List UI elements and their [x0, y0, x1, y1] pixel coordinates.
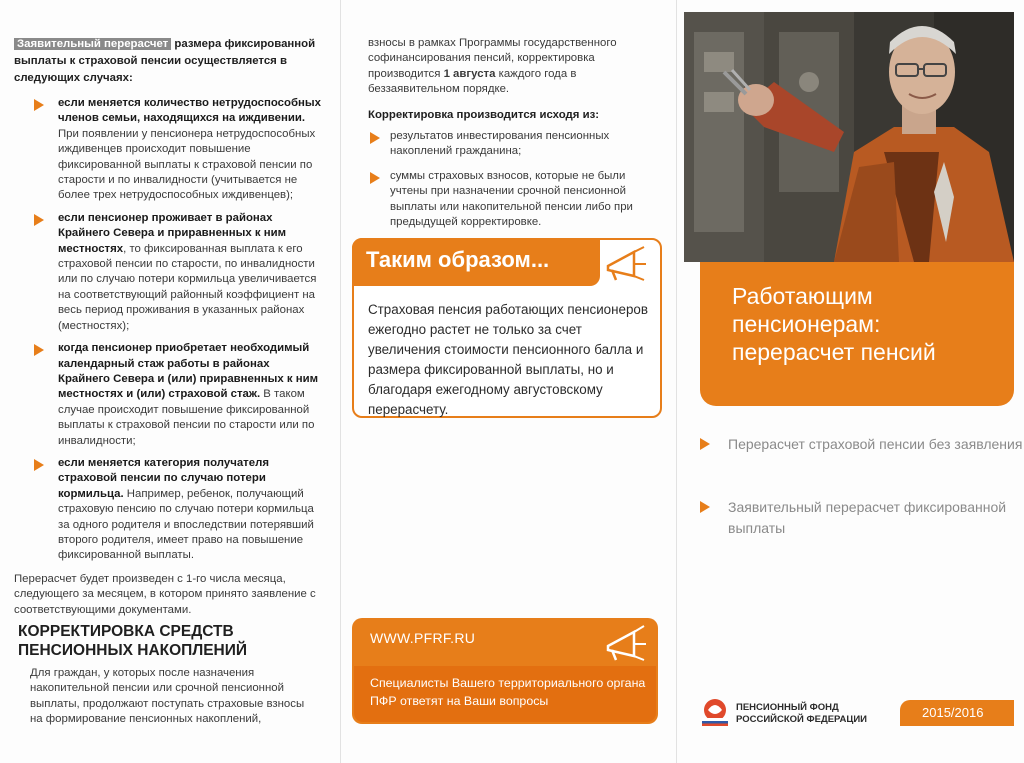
list-item-text: , то фиксированная выплата к его страховой пенсии по старости, по инвалидности или по случаю потери кормильца увеличивается на соответствующий районный коэффициент на весь период проживания в указанных районах (местностях);: [58, 242, 317, 332]
year-badge: [900, 700, 1014, 726]
list-item: [14, 96, 322, 204]
arrow-bullet-icon: [700, 438, 710, 450]
intro-text: размера фиксированной выплаты к страховой пенсии осуществляется в следующих случаях:: [14, 38, 316, 84]
section-text: Для граждан, у которых после назначения накопительной пенсии или срочной пенсионной выплаты, продолжают поступать страховые взносы на формирование пенсионных накоплений,: [30, 667, 305, 726]
section-heading: КОРРЕКТИРОВКА СРЕДСТВ ПЕНСИОННЫХ НАКОПЛЕНИЙ: [18, 623, 248, 659]
topic-item: [700, 497, 1024, 539]
brochure-title: Работающим пенсионерам: перерасчет пенсий: [732, 283, 936, 365]
topic-text: Перерасчет страховой пенсии без заявления: [728, 436, 1023, 452]
column-middle: [368, 36, 662, 239]
intro-highlight: Заявительный перерасчет: [14, 38, 171, 50]
intro-paragraph: [14, 36, 322, 87]
list-item-bold: когда пенсионер приобретает необходимый календарный стаж работы в районах Крайнего Севера и (или) приравненных к ним местностях и (или) страховой стаж.: [58, 342, 319, 401]
organization-name: [736, 702, 867, 726]
list-item-text: Например, ребенок, получающий страховую пенсию по случаю потери кормильца за одного родителя и впоследствии потерявший второго родителя, имеет право на повышение фиксированной выплаты.: [58, 487, 314, 562]
topic-text: Заявительный перерасчет фиксированной выплаты: [728, 499, 1007, 536]
list-item-bold: если меняется количество нетрудоспособных членов семьи, находящихся на иждивении.: [58, 97, 321, 125]
column-left: [14, 36, 322, 618]
topic-item: [700, 434, 1024, 455]
org-line-2: РОССИЙСКОЙ ФЕДЕРАЦИИ: [736, 714, 868, 725]
fold-line-left: [340, 0, 341, 763]
title-banner: [700, 262, 1014, 406]
website-link[interactable]: WWW.PFRF.RU: [370, 630, 476, 646]
continuation-b: каждого года в беззаявительном порядке.: [368, 67, 577, 96]
megaphone-icon: [604, 622, 650, 662]
list-item-bold: если меняется категория получателя страховой пенсии по случаю потери кормильца.: [58, 456, 269, 500]
list-item-text: В таком случае происходит повышение фиксированной выплаты к страховой пенсии по старости или по инвалидности;: [58, 388, 315, 447]
recalc-note: Перерасчет будет произведен с 1-го числа месяца, следующего за месяцем, в котором принято заявление с соответствующими документами.: [14, 572, 316, 616]
continuation-a: взносы в рамках Программы государственного софинансирования пенсий, корректировка производится: [368, 37, 617, 80]
basis-item: [368, 129, 662, 160]
arrow-bullet-icon: [34, 99, 44, 111]
fold-line-right: [676, 0, 677, 763]
continuation-text: [368, 36, 662, 98]
continuation-date: 1 августа: [443, 67, 496, 80]
megaphone-icon: [604, 244, 650, 282]
list-item: [14, 341, 322, 449]
basis-item-text: результатов инвестирования пенсионных накоплений гражданина;: [390, 130, 610, 158]
org-line-1: ПЕНСИОННЫЙ ФОНД: [736, 702, 839, 713]
arrow-bullet-icon: [34, 344, 44, 356]
list-item: [14, 456, 322, 564]
basis-item: [368, 169, 662, 231]
worker-photo: [684, 12, 1014, 262]
list-item-bold: если пенсионер проживает в районах Крайнего Севера и приравненных к ним местностях: [58, 211, 287, 255]
summary-text: Страховая пенсия работающих пенсионеров ежегодно растет не только за счет увеличения стоимости пенсионного балла и размера фиксированной выплаты, но и благодаря ежегодному августовскому перерасчету.: [368, 302, 648, 417]
contact-box: [352, 618, 658, 724]
arrow-bullet-icon: [34, 214, 44, 226]
list-item-text: При появлении у пенсионера нетрудоспособных иждивенцев происходит повышение фиксированной выплаты к страховой пенсии по старости и по инвалидности (учитывается не более трех нетрудоспособных иждивенцев);: [58, 127, 316, 202]
summary-title-tab: [352, 238, 600, 286]
summary-title: Таким образом...: [366, 247, 550, 272]
arrow-bullet-icon: [34, 459, 44, 471]
list-item: [14, 211, 322, 334]
arrow-bullet-icon: [370, 172, 380, 184]
basis-heading: Корректировка производится исходя из:: [368, 108, 600, 121]
arrow-bullet-icon: [370, 132, 380, 144]
basis-item-text: суммы страховых взносов, которые не были учтены при назначении срочной пенсионной выплаты или накопительной пенсии либо при предыдущей корректировке.: [390, 169, 633, 229]
summary-box: [352, 238, 662, 418]
arrow-bullet-icon: [700, 501, 710, 513]
year-text: 2015/2016: [922, 705, 984, 720]
pfr-logo-icon: [700, 698, 730, 726]
contact-text: Специалисты Вашего территориального органа ПФР ответят на Ваши вопросы: [370, 676, 646, 708]
